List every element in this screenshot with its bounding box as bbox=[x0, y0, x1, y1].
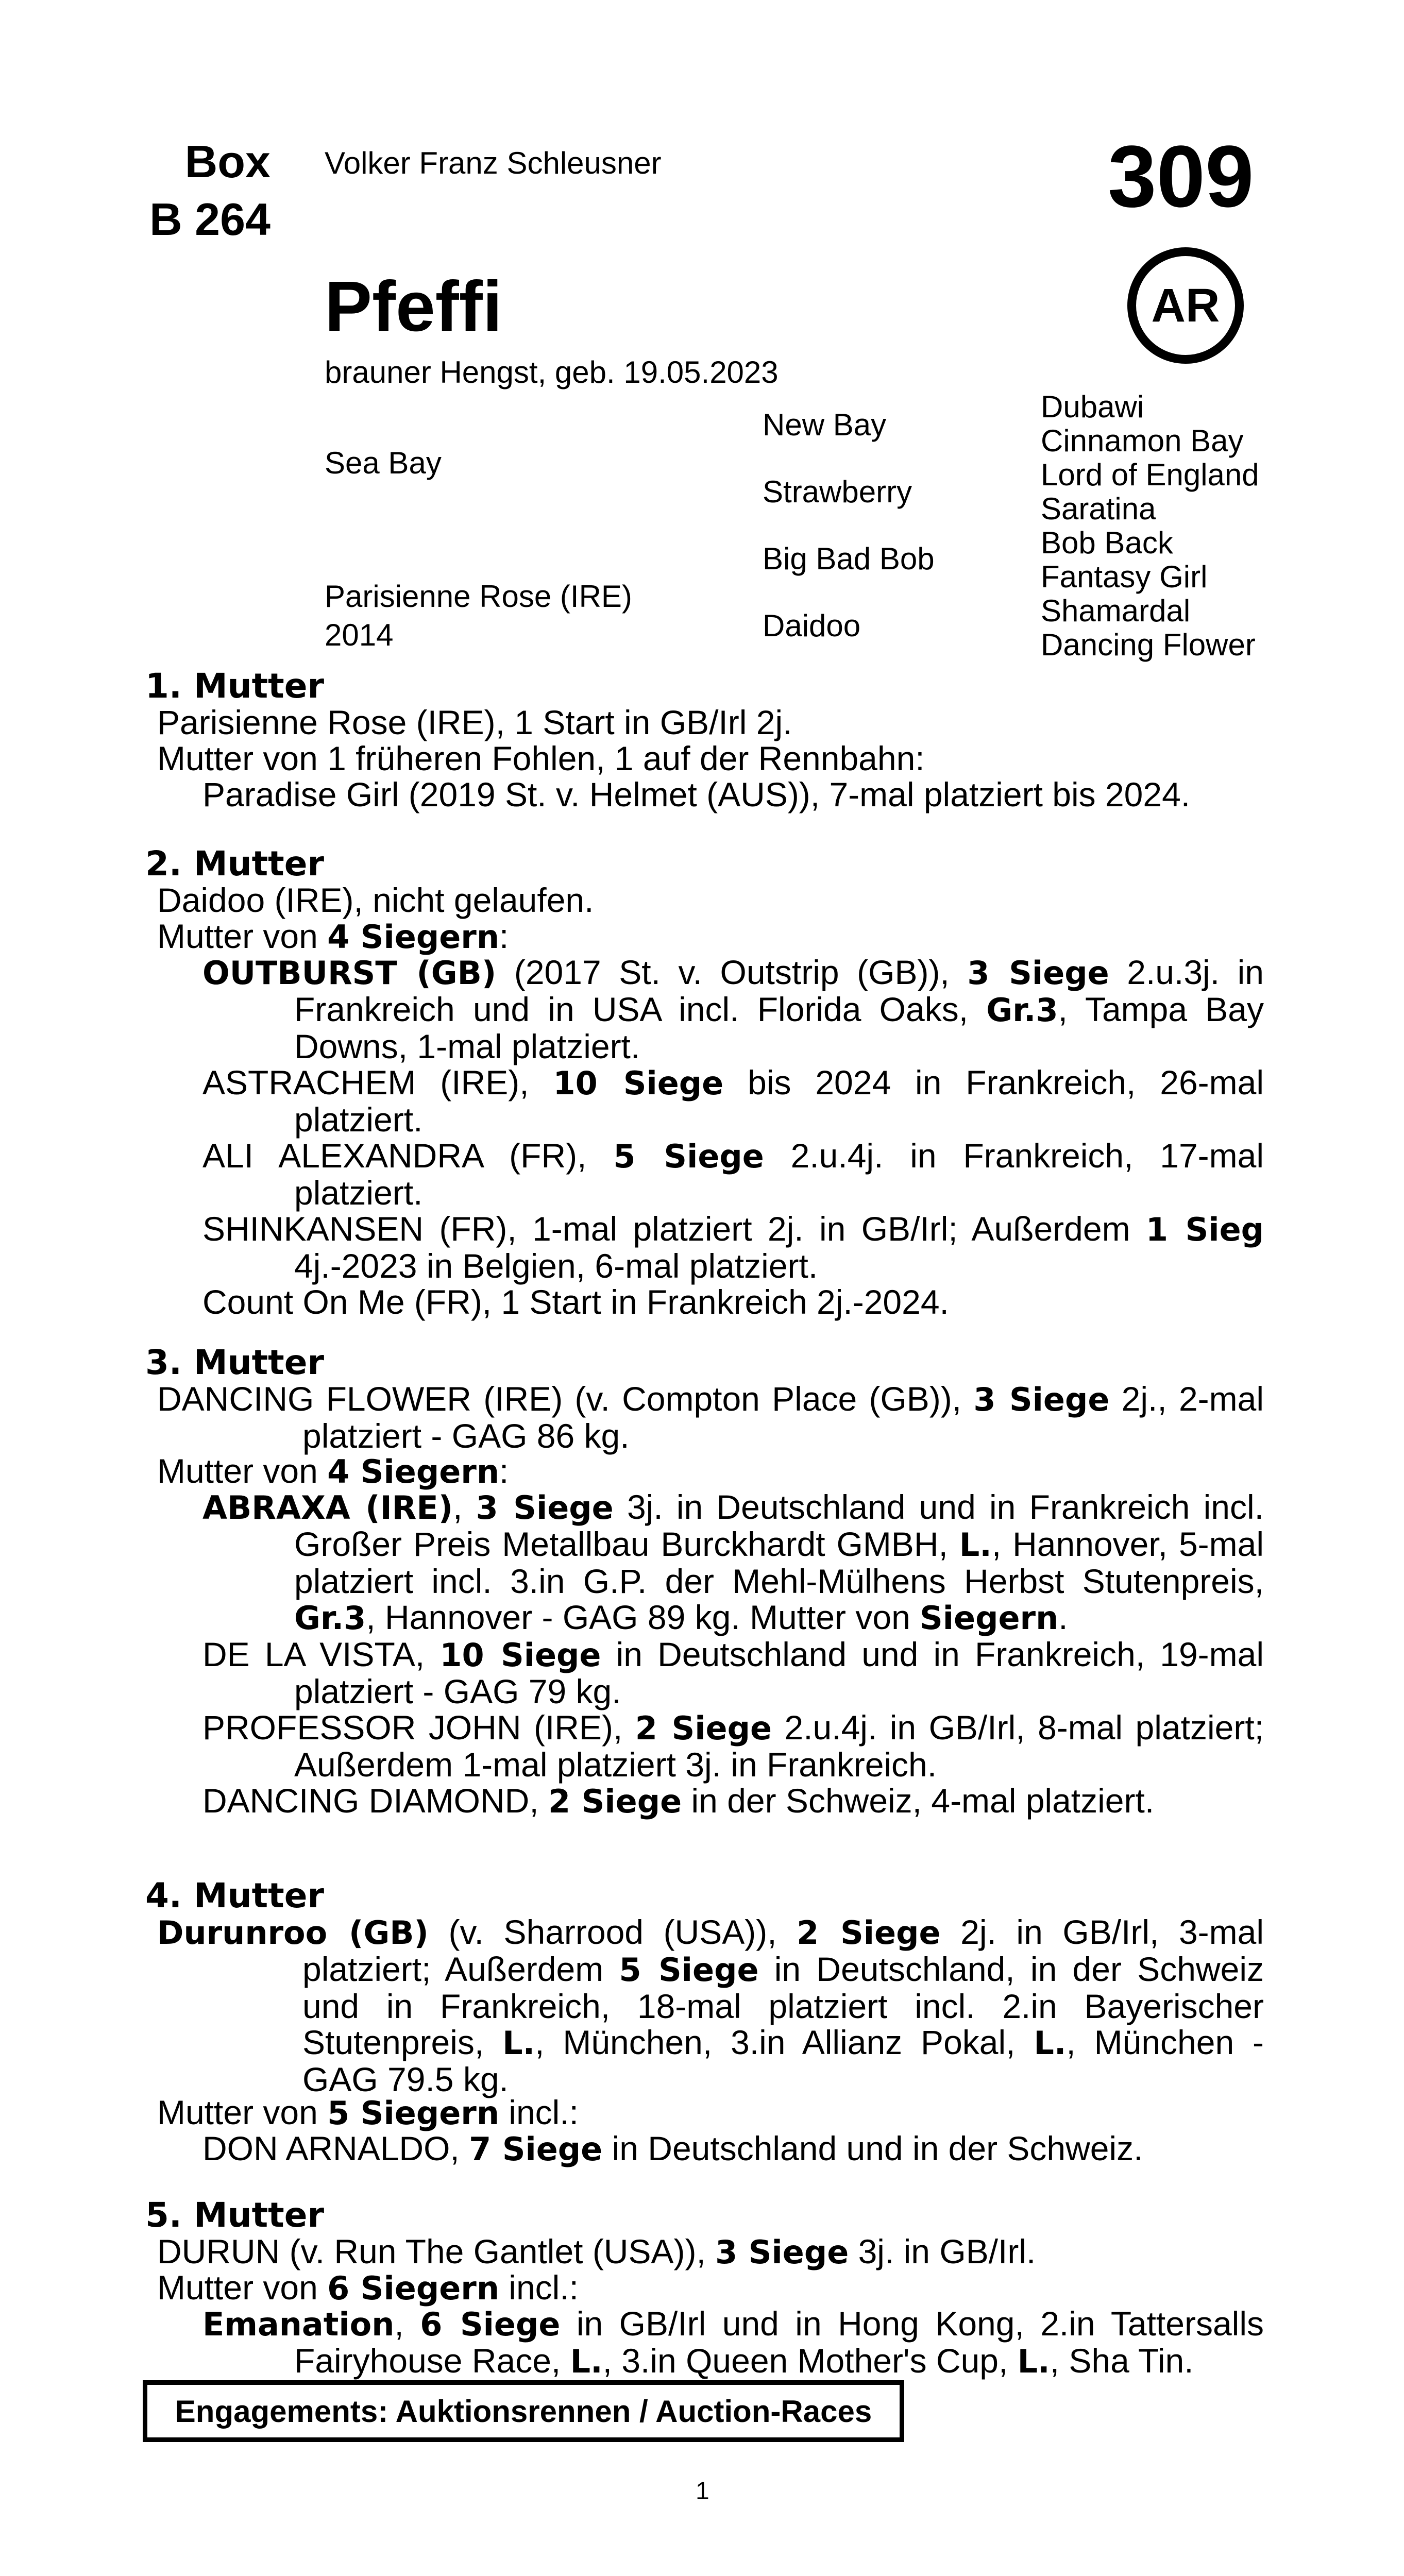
pedigree-great-grandparent: Lord of England bbox=[1041, 457, 1259, 492]
text: Mutter von bbox=[157, 2093, 328, 2131]
engagements-box bbox=[143, 2380, 904, 2442]
horse-description: brauner Hengst, geb. 19.05.2023 bbox=[325, 355, 779, 389]
pedigree-dam-year: 2014 bbox=[325, 618, 394, 652]
text: DANCING FLOWER (IRE) (v. Compton Place (GB)), bbox=[157, 1380, 974, 1418]
bold-text: 2 Siege bbox=[548, 1783, 682, 1820]
text: ALI ALEXANDRA (FR), bbox=[202, 1137, 614, 1175]
produce-list bbox=[202, 1489, 1264, 1820]
text: , Sha Tin. bbox=[1050, 2342, 1194, 2380]
pedigree-great-grandparent: Shamardal bbox=[1041, 594, 1191, 628]
text: incl.: bbox=[499, 2268, 579, 2307]
dam-line bbox=[157, 1914, 1264, 2097]
dam-entry bbox=[157, 1381, 1264, 1454]
engagements-label: Engagements: Auktionsrennen / Auction-Races bbox=[175, 2394, 872, 2429]
bold-text: 10 Siege bbox=[553, 1064, 724, 1102]
bold-text: 1 Sieg bbox=[1145, 1211, 1264, 1248]
text: in der Schweiz, 4-mal platziert. bbox=[682, 1782, 1155, 1820]
pedigree-great-grandparent: Saratina bbox=[1041, 492, 1156, 526]
bold-text: Gr.3 bbox=[294, 1599, 366, 1637]
ar-badge-label: AR bbox=[1151, 279, 1220, 332]
produce-entry bbox=[202, 1138, 1264, 1211]
produce-summary: Mutter von 1 früheren Fohlen, 1 auf der Rennbahn: bbox=[157, 739, 925, 777]
pedigree-sire: Sea Bay bbox=[325, 446, 442, 480]
bold-text: L. bbox=[1017, 2343, 1050, 2380]
box-word: Box bbox=[184, 136, 270, 187]
section-title-5: 5. Mutter bbox=[145, 2195, 325, 2235]
text: in Deutschland, in der Schweiz und in Frankreich, 18-mal platziert incl. 2.in Bayerischer Stutenpreis, bbox=[302, 1950, 1264, 2061]
pedigree-grandparent: New Bay bbox=[763, 408, 887, 442]
dam-line bbox=[157, 2233, 1036, 2270]
bold-text: 3 Siege bbox=[476, 1489, 614, 1527]
bold-text: 2 Siege bbox=[797, 1914, 941, 1952]
ar-badge bbox=[1127, 247, 1244, 364]
text: (v. Sharrood (USA)), bbox=[428, 1913, 797, 1951]
dam-line: Parisienne Rose (IRE), 1 Start in GB/Irl 2j. bbox=[157, 703, 792, 741]
bold-text: 5 Siegern bbox=[327, 2094, 499, 2132]
lot-number: 309 bbox=[1108, 128, 1254, 226]
section-title-1: 1. Mutter bbox=[145, 666, 325, 706]
bold-text: 2 Siege bbox=[635, 1709, 772, 1747]
page-number: 1 bbox=[696, 2478, 709, 2505]
pedigree-great-grandparent: Cinnamon Bay bbox=[1041, 423, 1244, 458]
bold-text: 4 Siegern bbox=[327, 1453, 499, 1490]
pedigree-grandparent: Daidoo bbox=[763, 608, 861, 643]
produce-entry: Count On Me (FR), 1 Start in Frankreich 2j.-2024. bbox=[202, 1283, 949, 1321]
bold-text: ABRAXA (IRE) bbox=[202, 1489, 453, 1527]
box-label bbox=[93, 133, 270, 248]
produce-entry: Paradise Girl (2019 St. v. Helmet (AUS)), 7-mal platziert bis 2024. bbox=[202, 775, 1191, 814]
produce-entry bbox=[202, 1636, 1264, 1709]
produce-entry bbox=[202, 2130, 1143, 2167]
produce-entry bbox=[202, 1064, 1264, 1138]
text: 4j.-2023 in Belgien, 6-mal platziert. bbox=[294, 1247, 818, 1285]
dam-entry bbox=[157, 1914, 1264, 2097]
text: DON ARNALDO, bbox=[202, 2129, 469, 2167]
pedigree-great-grandparent: Dubawi bbox=[1041, 389, 1144, 424]
text: Mutter von bbox=[157, 917, 328, 955]
pedigree-great-grandparents bbox=[1041, 390, 1259, 662]
produce-summary bbox=[157, 2094, 579, 2131]
text: ASTRACHEM (IRE), bbox=[202, 1063, 553, 1101]
text: , Hannover - GAG 89 kg. Mutter von bbox=[366, 1598, 920, 1636]
text: 2.u.4j. in GB/Irl, 8-mal platziert; Außerdem 1-mal platziert 3j. in Frankreich. bbox=[294, 1708, 1264, 1784]
text: incl.: bbox=[499, 2093, 579, 2131]
produce-list bbox=[202, 954, 1264, 1320]
bold-text: 3 Siege bbox=[967, 954, 1109, 992]
text: 2.u.4j. in Frankreich, 17-mal platziert. bbox=[294, 1137, 1264, 1212]
bold-text: Durunroo (GB) bbox=[157, 1914, 429, 1952]
text: in GB/Irl und in Hong Kong, 2.in Tattersalls Fairyhouse Race, bbox=[294, 2304, 1264, 2380]
text: DE LA VISTA, bbox=[202, 1635, 440, 1673]
horse-name: Pfeffi bbox=[325, 267, 502, 346]
produce-summary bbox=[157, 1453, 509, 1490]
text: 2.u.3j. in Frankreich und in USA incl. Florida Oaks, bbox=[294, 953, 1264, 1028]
text: in Deutschland und in der Schweiz. bbox=[602, 2129, 1143, 2167]
dam-line bbox=[157, 1381, 1264, 1454]
seller-name: Volker Franz Schleusner bbox=[325, 146, 662, 180]
text: 3j. in Deutschland und in Frankreich incl. Großer Preis Metallbau Burckhardt GMBH, bbox=[294, 1488, 1264, 1563]
bold-text: Gr.3 bbox=[986, 991, 1058, 1029]
section-title-4: 4. Mutter bbox=[145, 1876, 325, 1916]
bold-text: L. bbox=[959, 1526, 992, 1564]
produce-entry bbox=[202, 954, 1264, 1064]
bold-text: 5 Siege bbox=[619, 1951, 759, 1989]
produce-entry bbox=[202, 1709, 1264, 1783]
text: , Hannover, 5-mal platziert incl. 3.in G.P. der Mehl-Mülhens Herbst Stutenpreis, bbox=[294, 1525, 1264, 1600]
bold-text: 6 Siege bbox=[420, 2306, 561, 2343]
produce-list bbox=[202, 2306, 1264, 2380]
text: 3j. in GB/Irl. bbox=[849, 2232, 1036, 2270]
text: PROFESSOR JOHN (IRE), bbox=[202, 1708, 635, 1747]
bold-text: 3 Siege bbox=[715, 2233, 849, 2271]
produce-entry bbox=[202, 2306, 1264, 2380]
bold-text: 6 Siegern bbox=[327, 2269, 499, 2307]
text: DURUN (v. Run The Gantlet (USA)), bbox=[157, 2232, 716, 2270]
bold-text: OUTBURST (GB) bbox=[202, 954, 497, 992]
bold-text: L. bbox=[502, 2024, 535, 2062]
text: DANCING DIAMOND, bbox=[202, 1782, 549, 1820]
produce-summary bbox=[157, 2269, 579, 2307]
bold-text: 10 Siege bbox=[439, 1636, 601, 1674]
text: : bbox=[499, 917, 509, 955]
bold-text: Emanation bbox=[202, 2306, 395, 2343]
bold-text: Siegern bbox=[920, 1599, 1059, 1637]
pedigree-great-grandparent: Bob Back bbox=[1041, 526, 1173, 560]
text: in Deutschland und in Frankreich, 19-mal platziert - GAG 79 kg. bbox=[294, 1635, 1264, 1710]
bold-text: L. bbox=[1034, 2024, 1067, 2062]
text: 2j. in GB/Irl, 3-mal platziert; Außerdem bbox=[302, 1913, 1264, 1988]
produce-entry bbox=[202, 1783, 1264, 1820]
text: bis 2024 in Frankreich, 26-mal platziert. bbox=[294, 1063, 1264, 1139]
text: Mutter von bbox=[157, 1452, 328, 1490]
dam-line: Daidoo (IRE), nicht gelaufen. bbox=[157, 881, 594, 919]
text: (2017 St. v. Outstrip (GB)), bbox=[496, 953, 968, 991]
section-title-3: 3. Mutter bbox=[145, 1343, 325, 1382]
text: , München, 3.in Allianz Pokal, bbox=[535, 2023, 1034, 2061]
box-number: B 264 bbox=[149, 194, 270, 245]
text: 2j., 2-mal platziert - GAG 86 kg. bbox=[302, 1380, 1264, 1455]
text: , München - GAG 79.5 kg. bbox=[302, 2023, 1264, 2098]
produce-entry bbox=[202, 1489, 1264, 1636]
pedigree-great-grandparent: Fantasy Girl bbox=[1041, 560, 1208, 594]
pedigree-grandparent: Big Bad Bob bbox=[763, 541, 935, 576]
text: : bbox=[499, 1452, 509, 1490]
pedigree-great-grandparent: Dancing Flower bbox=[1041, 628, 1256, 662]
text: , bbox=[453, 1488, 476, 1526]
pedigree-dam: Parisienne Rose (IRE) bbox=[325, 579, 632, 614]
produce-summary bbox=[157, 918, 509, 955]
text: SHINKANSEN (FR), 1-mal platziert 2j. in GB/Irl; Außerdem bbox=[202, 1210, 1146, 1248]
bold-text: 7 Siege bbox=[469, 2130, 603, 2168]
bold-text: L. bbox=[570, 2343, 603, 2380]
text: Mutter von bbox=[157, 2268, 328, 2307]
text: , bbox=[394, 2304, 420, 2343]
text: , Tampa Bay Downs, 1-mal platziert. bbox=[294, 990, 1264, 1065]
text: . bbox=[1058, 1598, 1068, 1636]
section-title-2: 2. Mutter bbox=[145, 844, 325, 884]
pedigree-grandparent: Strawberry bbox=[763, 474, 912, 509]
bold-text: 4 Siegern bbox=[327, 918, 499, 956]
bold-text: 3 Siege bbox=[973, 1381, 1110, 1418]
produce-entry bbox=[202, 1211, 1264, 1284]
text: , 3.in Queen Mother's Cup, bbox=[602, 2342, 1018, 2380]
bold-text: 5 Siege bbox=[613, 1138, 764, 1175]
